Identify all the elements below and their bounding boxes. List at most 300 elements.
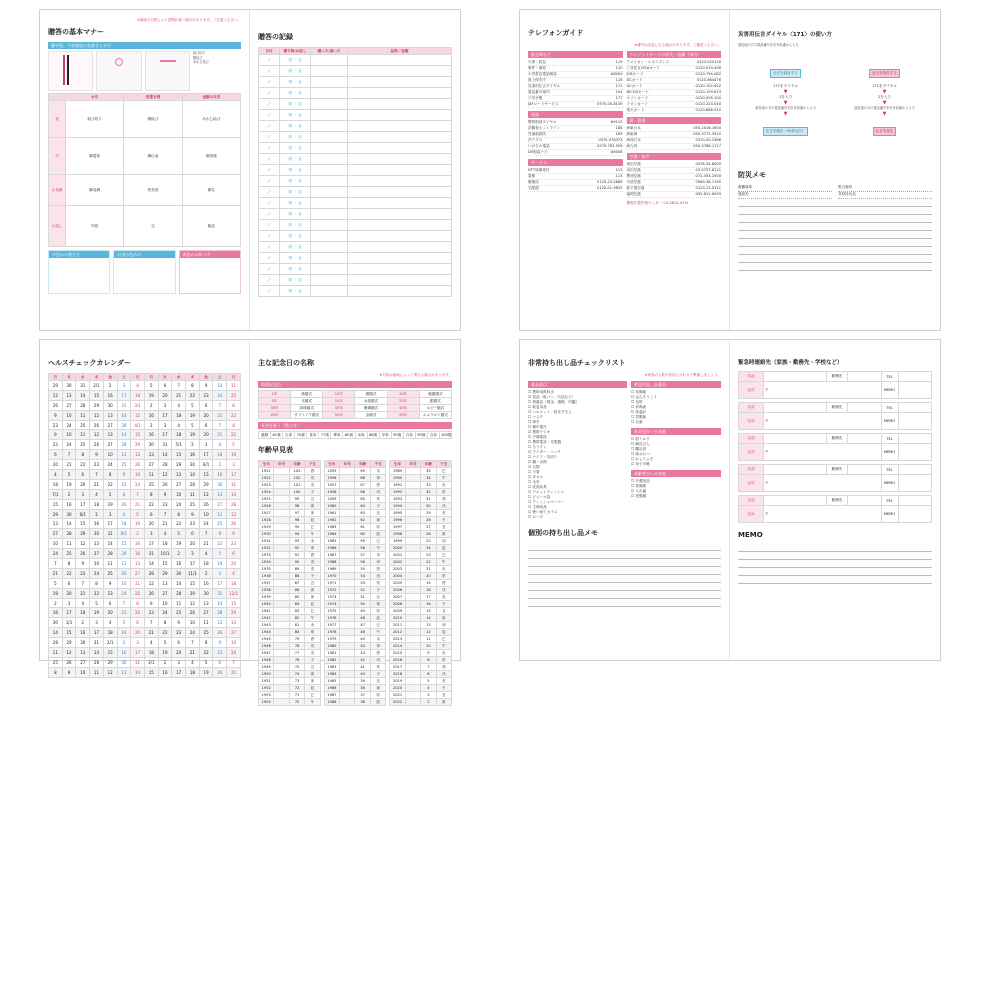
age-row (259, 503, 321, 510)
age-year: 1993 (390, 496, 405, 503)
age-era (274, 475, 289, 482)
checklist-item[interactable]: ☐ 常備薬 (631, 390, 647, 394)
longevity-age: 80歳 (344, 432, 354, 437)
cal-cell: 19 (117, 628, 131, 638)
age-age: 89 (289, 566, 304, 573)
cal-cell: 16 (199, 578, 213, 588)
cal-cell: 2 (62, 489, 76, 499)
phone-number: 0120-01-9625 (597, 186, 623, 190)
checklist-item[interactable]: ☐ ナイフ・缶切り (528, 455, 558, 459)
checklist-item[interactable]: ☐ 携帯電話・充電器 (528, 440, 562, 444)
gift-date: ／ (259, 176, 280, 187)
cal-cell: 9 (186, 509, 200, 519)
age-age: 6 (421, 671, 436, 678)
cal-cell: 16 (144, 430, 158, 440)
age-eto: 午 (305, 531, 320, 538)
age-eto: 申 (370, 643, 385, 650)
checklist-item[interactable]: ☐ タオル (528, 475, 544, 479)
gift-row (259, 110, 452, 121)
cal-cell: 26 (144, 588, 158, 598)
gift-date: ／ (259, 209, 280, 220)
cal-cell: 19 (144, 390, 158, 400)
checklist-item[interactable]: ☐ 軍手 (528, 420, 540, 424)
phone-number: 0120-159-674 (695, 90, 721, 94)
checklist-item[interactable]: ☐ 紙おむつ (631, 452, 650, 456)
cal-cell: 13 (76, 648, 90, 658)
cal-cell: 17 (76, 499, 90, 509)
age-age: 54 (355, 573, 370, 580)
cal-cell: 14 (49, 628, 63, 638)
memo-line (528, 583, 721, 591)
cal-cell: 20 (49, 460, 63, 470)
age-row (324, 664, 386, 671)
cal-cell: 16 (49, 608, 63, 618)
age-eto: 酉 (370, 566, 385, 573)
age-age: 28 (421, 517, 436, 524)
cal-cell: 9 (227, 529, 241, 539)
age-era (340, 692, 355, 699)
cal-cell: 11 (90, 667, 104, 677)
checklist-item[interactable]: ☐ ティッシュペーパー (528, 500, 565, 504)
age-eto: 申 (305, 545, 320, 552)
age-row (324, 594, 386, 601)
cal-cell: 8 (199, 638, 213, 648)
age-era (405, 629, 420, 636)
cal-week (49, 539, 241, 549)
cal-week (49, 667, 241, 677)
checklist-item[interactable]: ☐ 母子手帳 (631, 462, 650, 466)
cal-cell: 3 (103, 509, 117, 519)
cal-cell: 22 (131, 608, 145, 618)
age-row (259, 475, 321, 482)
longevity-age: 61歳 (272, 432, 281, 437)
checklist-item[interactable]: ☐ 入れ歯 (631, 489, 647, 493)
cal-cell: 3 (90, 618, 104, 628)
phone-name: 災害用伝言ダイヤル (528, 84, 561, 88)
age-age: 41 (355, 664, 370, 671)
checklist-item[interactable]: ☐ マスク (528, 415, 544, 419)
age-year: 2022 (390, 699, 405, 706)
contact-label: 住所 (739, 475, 764, 492)
age-year: 2020 (390, 685, 405, 692)
cal-cell: 6/1 (199, 460, 213, 470)
cal-cell: 20 (199, 430, 213, 440)
cal-week (49, 509, 241, 519)
cal-day-header: 火 (158, 374, 172, 381)
gift-type: 贈 ・ 返 (280, 121, 311, 132)
cal-cell: 3 (62, 598, 76, 608)
phone-name: 事件・事故 (528, 66, 546, 70)
age-year: 1991 (390, 482, 405, 489)
checklist-item[interactable]: ☐ 食品（乾パン、缶詰など） (528, 395, 576, 399)
age-age: 12 (421, 629, 436, 636)
cal-cell: 16 (213, 470, 227, 480)
age-year: 1969 (324, 566, 339, 573)
page-emergency-contacts (730, 340, 940, 660)
gift-row (259, 286, 452, 297)
checklist-item[interactable]: ☐ 常備薬 (631, 484, 647, 488)
cal-cell: 21 (90, 479, 104, 489)
cal-cell: 8 (158, 618, 172, 628)
gift-date: ／ (259, 132, 280, 143)
gift-row (259, 253, 452, 264)
cal-cell: 25 (186, 499, 200, 509)
gift-who (311, 165, 348, 176)
cal-cell: 26 (131, 460, 145, 470)
age-eto: 辰 (305, 601, 320, 608)
cal-cell: 12 (131, 450, 145, 460)
age-eto: 未 (370, 552, 385, 559)
gift-item (348, 132, 452, 143)
phone-name: 関西空港 (626, 174, 641, 178)
cal-cell: 9 (199, 381, 213, 391)
gift-who (311, 209, 348, 220)
gift-type: 贈 ・ 返 (280, 209, 311, 220)
gift-date: ／ (259, 143, 280, 154)
gift-item (348, 165, 452, 176)
cal-cell: 11 (172, 598, 186, 608)
cal-cell: 28 (158, 460, 172, 470)
cal-cell: 19 (62, 479, 76, 489)
cal-cell: 2 (213, 460, 227, 470)
age-era (340, 517, 355, 524)
phone-entry (627, 108, 722, 114)
gift-item (348, 154, 452, 165)
age-row (259, 671, 321, 678)
age-eto: 未 (436, 566, 451, 573)
cal-cell: 9 (76, 559, 90, 569)
cal-cell: 4 (49, 470, 63, 480)
age-year: 2010 (390, 615, 405, 622)
age-row (390, 559, 452, 566)
age-row (259, 580, 321, 587)
cal-cell: 8/1 (76, 509, 90, 519)
age-col-header: 年号 (274, 461, 289, 468)
phone-name: 小児救急電話相談 (528, 72, 557, 76)
age-eto: 辰 (370, 531, 385, 538)
age-col-header: 干支 (305, 461, 320, 468)
age-eto: 酉 (305, 468, 320, 475)
age-year: 2012 (390, 629, 405, 636)
cal-cell: 2/1 (90, 381, 104, 391)
age-year: 1968 (324, 559, 339, 566)
longevity-age: 70歳 (296, 432, 305, 437)
cal-cell: 10 (49, 539, 63, 549)
age-row (390, 601, 452, 608)
cal-cell: 24 (62, 420, 76, 430)
checklist-item[interactable]: ☐ ろうそく (528, 445, 547, 449)
bosai-memo: 避難場所 連絡先 集合場所 非常持出品 (738, 185, 932, 199)
age-row (259, 531, 321, 538)
age-year: 2017 (390, 664, 405, 671)
checklist-item[interactable]: ☐ 包帯 (631, 400, 643, 404)
cal-day-header: 火 (62, 374, 76, 381)
checklist-item[interactable]: ☐ 携帯用飲料水 (528, 390, 554, 394)
age-eto: 丑 (370, 594, 385, 601)
cal-cell: 4 (76, 598, 90, 608)
phone-number: 0569-38-1195 (695, 180, 721, 184)
checklist-item[interactable]: ☐ 哺乳びん (631, 442, 650, 446)
age-year: 1971 (324, 580, 339, 587)
gift-type: 贈 ・ 返 (280, 176, 311, 187)
phone-entry (528, 186, 623, 192)
cal-cell: 24 (90, 568, 104, 578)
cal-cell: 13 (199, 598, 213, 608)
checklist-item[interactable]: ☐ 貴重品（現金、通帳、印鑑） (528, 400, 580, 404)
cal-day-header: 木 (186, 374, 200, 381)
cal-cell: 4 (131, 381, 145, 391)
cal-cell: 27 (90, 549, 104, 559)
cal-cell: 28 (62, 529, 76, 539)
cal-cell: 11/1 (186, 568, 200, 578)
cal-cell: 18 (199, 559, 213, 569)
checklist-item[interactable]: ☐ 懐中電灯 (528, 425, 547, 429)
cal-cell: 10/1 (158, 549, 172, 559)
checklist-item[interactable]: ☐ 離乳食 (631, 447, 647, 451)
age-eto: 子 (436, 601, 451, 608)
cal-cell: 20 (213, 667, 227, 677)
checklist-item[interactable]: ☐ 介護用品 (631, 479, 650, 483)
phone-number: 0120-919-456 (695, 66, 721, 70)
cal-cell: 17 (158, 410, 172, 420)
age-eto: 丑 (305, 580, 320, 587)
age-year: 1984 (324, 671, 339, 678)
age-year: 1934 (259, 559, 274, 566)
gift-who (311, 187, 348, 198)
age-age: 90 (289, 559, 304, 566)
checklist-item[interactable]: ☐ 毛布 (528, 480, 540, 484)
age-age: 15 (421, 608, 436, 615)
age-eto: 午 (436, 475, 451, 482)
cal-cell: 20 (76, 479, 90, 489)
cal-cell: 2/1 (103, 638, 117, 648)
age-year: 1943 (259, 622, 274, 629)
gift-type: 贈 ・ 返 (280, 77, 311, 88)
age-era (405, 482, 420, 489)
cal-cell: 26 (90, 440, 104, 450)
cal-cell: 7 (131, 489, 145, 499)
checklist-item[interactable]: ☐ 鍋・水筒 (528, 460, 547, 464)
cal-week (49, 479, 241, 489)
age-era (405, 468, 420, 475)
cal-cell: 18 (76, 608, 90, 618)
age-era (274, 559, 289, 566)
age-col-header: 年齢 (355, 461, 370, 468)
age-row (324, 489, 386, 496)
checklist-item[interactable]: ☐ 携帯ラジオ (528, 430, 551, 434)
age-era (405, 671, 420, 678)
contact-label: 名前 (739, 372, 764, 382)
cal-cell: 7 (76, 578, 90, 588)
cal-cell: 9/1 (117, 529, 131, 539)
cal-week (49, 549, 241, 559)
cal-cell: 2 (144, 420, 158, 430)
cal-cell: 9 (117, 470, 131, 480)
checklist-item[interactable]: ☐ 予備電池 (528, 435, 547, 439)
age-year: 1967 (324, 552, 339, 559)
age-age: 22 (421, 559, 436, 566)
cal-cell: 8 (131, 598, 145, 608)
age-age: 88 (289, 573, 304, 580)
cal-cell: 6 (76, 470, 90, 480)
cal-cell: 15 (76, 519, 90, 529)
phone-name: 宅配便 (528, 186, 539, 190)
cal-cell: 21 (199, 539, 213, 549)
cal-cell: 14 (213, 598, 227, 608)
cal-cell: 5 (227, 440, 241, 450)
checklist-item[interactable]: ☐ 救急用品 (528, 405, 547, 409)
age-row (390, 615, 452, 622)
age-row (390, 496, 452, 503)
checklist-item[interactable]: ☐ 老眼鏡 (631, 494, 647, 498)
age-eto: 卯 (305, 594, 320, 601)
age-age: 27 (421, 524, 436, 531)
cal-cell: 2 (186, 440, 200, 450)
age-eto: 寅 (436, 699, 451, 706)
age-era (405, 510, 420, 517)
checklist-item[interactable]: ☐ おしりふき (631, 457, 654, 461)
age-age: 100 (289, 489, 304, 496)
gift-who (311, 253, 348, 264)
phone-name: 警察相談ダイヤル (528, 120, 557, 124)
age-age: 52 (355, 587, 370, 594)
checklist-item[interactable]: ☐ 胃腸薬 (631, 415, 647, 419)
cal-cell: 14 (117, 410, 131, 420)
cal-cell: 14 (227, 489, 241, 499)
cal-cell: 8 (103, 470, 117, 480)
age-row (390, 566, 452, 573)
cal-cell: 7 (117, 598, 131, 608)
age-row (324, 692, 386, 699)
age-era (340, 643, 355, 650)
manners-col-omote: 表書き例 (124, 94, 182, 101)
memo-line (738, 223, 932, 231)
cal-cell: 19 (90, 608, 104, 618)
contact-label: TEL (881, 496, 898, 506)
cal-cell: 17 (227, 470, 241, 480)
cal-cell: 4 (172, 400, 186, 410)
age-year: 1996 (390, 517, 405, 524)
age-age: 83 (289, 608, 304, 615)
cal-cell: 16 (117, 648, 131, 658)
checklist-item[interactable]: ☐ 生理用品 (528, 505, 547, 509)
gift-row (259, 77, 452, 88)
age-row (390, 587, 452, 594)
checklist-item[interactable]: ☐ ウエットティッシュ (528, 490, 565, 494)
cal-cell: 17 (90, 628, 104, 638)
health-calendar (48, 373, 241, 678)
longevity-name: 米寿 (355, 432, 367, 439)
age-age: 84 (289, 601, 304, 608)
cal-cell: 27 (103, 420, 117, 430)
age-eto: 戌 (305, 643, 320, 650)
phone-number: #8000 (610, 72, 623, 76)
age-year: 1948 (259, 657, 274, 664)
checklist-item[interactable]: ☐ 粉ミルク (631, 437, 650, 441)
cal-cell: 31 (213, 588, 227, 598)
age-row (390, 699, 452, 706)
checklist-item[interactable]: ☐ ライター・マッチ (528, 450, 561, 454)
cal-cell: 12 (199, 489, 213, 499)
checklist-item[interactable]: ☐ ヘルメット・防災ずきん (528, 410, 572, 414)
cal-cell: 10 (158, 598, 172, 608)
age-row (259, 545, 321, 552)
checklist-item[interactable]: ☐ 使い捨てカイロ (528, 510, 558, 514)
checklist-item[interactable]: ☐ 消毒液 (631, 405, 647, 409)
age-row (324, 587, 386, 594)
checklist-item[interactable]: ☐ ロープ (528, 515, 543, 519)
cal-cell: 25 (199, 628, 213, 638)
phone-number: 050-2016-1600 (693, 126, 721, 130)
checklist-item[interactable]: ☐ ばんそうこう (631, 395, 657, 399)
gift-row (259, 165, 452, 176)
cal-cell: 9 (62, 667, 76, 677)
age-row (259, 517, 321, 524)
cal-cell: 13 (117, 667, 131, 677)
cal-cell: 14 (62, 519, 76, 529)
age-age: 8 (421, 657, 436, 664)
age-age: 67 (355, 482, 370, 489)
age-era (274, 685, 289, 692)
cal-cell: 23 (227, 539, 241, 549)
cal-cell: 13 (49, 519, 63, 529)
age-row (259, 650, 321, 657)
cal-cell: 20 (62, 588, 76, 598)
noshi-sample-1 (48, 51, 93, 91)
gift-row (259, 275, 452, 286)
cal-cell: 4 (213, 440, 227, 450)
age-age: 95 (289, 524, 304, 531)
cal-cell: 27 (213, 499, 227, 509)
cal-cell: 21 (213, 410, 227, 420)
age-eto: 未 (305, 622, 320, 629)
cal-cell: 5 (172, 529, 186, 539)
age-eto: 申 (370, 559, 385, 566)
checklist-item[interactable]: ☐ 目薬 (631, 420, 643, 424)
checklist-item[interactable]: ☐ 体温計 (631, 410, 647, 414)
checklist-item[interactable]: ☐ 洗面用具 (528, 485, 547, 489)
checklist-item[interactable]: ☐ ビニール袋 (528, 495, 551, 499)
memo-line (738, 576, 932, 584)
age-age: 96 (289, 517, 304, 524)
age-age: 33 (421, 482, 436, 489)
gift-date: ／ (259, 55, 280, 66)
manners-col-mizuhiki: 水引 (66, 94, 124, 101)
cal-week (49, 648, 241, 658)
age-col-header: 生年 (390, 461, 405, 468)
cal-cell: 4 (144, 638, 158, 648)
age-age: 98 (289, 503, 304, 510)
cal-cell: 15 (49, 499, 63, 509)
cal-cell: 4 (199, 549, 213, 559)
cal-cell: 7 (90, 470, 104, 480)
cal-cell: 25 (49, 657, 63, 667)
phone-number: 110 (615, 66, 623, 70)
age-age: 37 (355, 692, 370, 699)
checklist-item[interactable]: ☐ 衣類 (528, 465, 540, 469)
spread-health (40, 340, 460, 704)
gift-date: ／ (259, 220, 280, 231)
cal-cell: 3 (158, 420, 172, 430)
phone-number: 0570-00-8139 (597, 102, 623, 106)
cal-cell: 22 (76, 460, 90, 470)
checklist-item[interactable]: ☐ 下着 (528, 470, 540, 474)
wedding-name: 珊瑚婚式 (355, 405, 387, 412)
cal-cell: 22 (158, 628, 172, 638)
age-row (390, 517, 452, 524)
cal-cell: 7 (62, 450, 76, 460)
cal-week (49, 400, 241, 410)
